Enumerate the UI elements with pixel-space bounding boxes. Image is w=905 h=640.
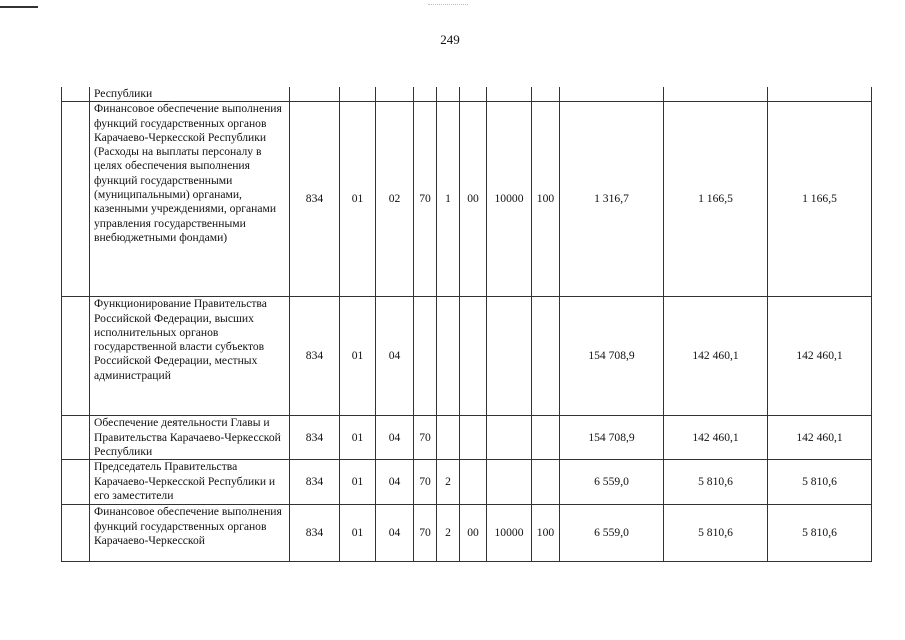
cell-sum-3: 142 460,1 [768,297,872,416]
cell-ved: 834 [290,416,340,460]
cell-sum-2: 5 810,6 [664,460,768,505]
cell-subsection: 02 [376,102,414,297]
cell-subprogram: 1 [437,102,460,297]
cell-ved: 834 [290,505,340,562]
page-number: 249 [440,32,460,47]
cell-sum-2: 142 460,1 [664,297,768,416]
cell-sum-2: 5 810,6 [664,505,768,562]
cell-direction [487,87,532,102]
cell-subsection: 04 [376,460,414,505]
cell-name: Республики [90,87,290,102]
table-row [62,416,872,460]
cell-sum-3: 142 460,1 [768,416,872,460]
cell-subprogram [437,297,460,416]
table-row [62,297,872,416]
cell-subsection: 04 [376,505,414,562]
scan-artifact-dots [428,4,468,5]
cell-direction [487,416,532,460]
cell-sum-3: 5 810,6 [768,505,872,562]
cell-expense-type: 100 [532,102,560,297]
cell-expense-type [532,297,560,416]
cell-sum-3 [768,87,872,102]
row-number-cell [62,87,90,102]
cell-expense-type [532,416,560,460]
cell-subprogram: 2 [437,460,460,505]
cell-name: Финансовое обеспечение выполнения функций государственных органов Карачаево-Черкесской Республики (Расходы на выплаты персоналу в целях обеспечения выполнения функций государственными (муниципальными) органами, казенными учреждениями, органами управления государственными внебюджетными фондами) [90,102,290,297]
cell-subprogram: 2 [437,505,460,562]
cell-subsection: 04 [376,416,414,460]
row-number-cell [62,505,90,562]
cell-section: 01 [340,297,376,416]
cell-direction: 10000 [487,102,532,297]
cell-expense-type: 100 [532,505,560,562]
table-row [62,505,872,562]
cell-subprogram [437,87,460,102]
cell-name: Функционирование Правительства Российской Федерации, высших исполнительных органов государственной власти субъектов Российской Федерации, местных администраций [90,297,290,416]
cell-event [460,416,487,460]
cell-sum-3: 5 810,6 [768,460,872,505]
cell-sum-3: 1 166,5 [768,102,872,297]
cell-sum-1: 154 708,9 [560,297,664,416]
row-number-cell [62,460,90,505]
cell-ved: 834 [290,297,340,416]
cell-sum-2 [664,87,768,102]
cell-ved: 834 [290,460,340,505]
cell-program: 70 [414,460,437,505]
cell-event: 00 [460,102,487,297]
cell-subsection: 04 [376,297,414,416]
cell-subprogram [437,416,460,460]
cell-program: 70 [414,416,437,460]
row-number-cell [62,416,90,460]
cell-sum-1: 154 708,9 [560,416,664,460]
cell-section: 01 [340,416,376,460]
cell-expense-type [532,460,560,505]
cell-name: Финансовое обеспечение выполнения функций государственных органов Карачаево-Черкесской [90,505,290,562]
cell-section: 01 [340,460,376,505]
cell-event [460,460,487,505]
table-row [62,460,872,505]
cell-name: Обеспечение деятельности Главы и Правительства Карачаево-Черкесской Республики [90,416,290,460]
cell-ved [290,87,340,102]
cell-sum-1: 6 559,0 [560,460,664,505]
cell-section [340,87,376,102]
row-number-cell [62,297,90,416]
cell-ved: 834 [290,102,340,297]
cell-program [414,87,437,102]
cell-sum-1: 6 559,0 [560,505,664,562]
cell-program: 70 [414,505,437,562]
cell-expense-type [532,87,560,102]
budget-table [61,87,872,562]
cell-sum-1: 1 316,7 [560,102,664,297]
cell-program: 70 [414,102,437,297]
scan-corner-mark [0,6,38,8]
cell-event [460,297,487,416]
cell-sum-1 [560,87,664,102]
cell-event: 00 [460,505,487,562]
cell-section: 01 [340,102,376,297]
cell-sum-2: 1 166,5 [664,102,768,297]
cell-name: Председатель Правительства Карачаево-Черкесской Республики и его заместители [90,460,290,505]
row-number-cell [62,102,90,297]
cell-sum-2: 142 460,1 [664,416,768,460]
cell-event [460,87,487,102]
cell-direction [487,297,532,416]
cell-subsection [376,87,414,102]
cell-section: 01 [340,505,376,562]
cell-direction: 10000 [487,505,532,562]
cell-direction [487,460,532,505]
cell-program [414,297,437,416]
table-row [62,102,872,297]
table-row [62,87,872,102]
